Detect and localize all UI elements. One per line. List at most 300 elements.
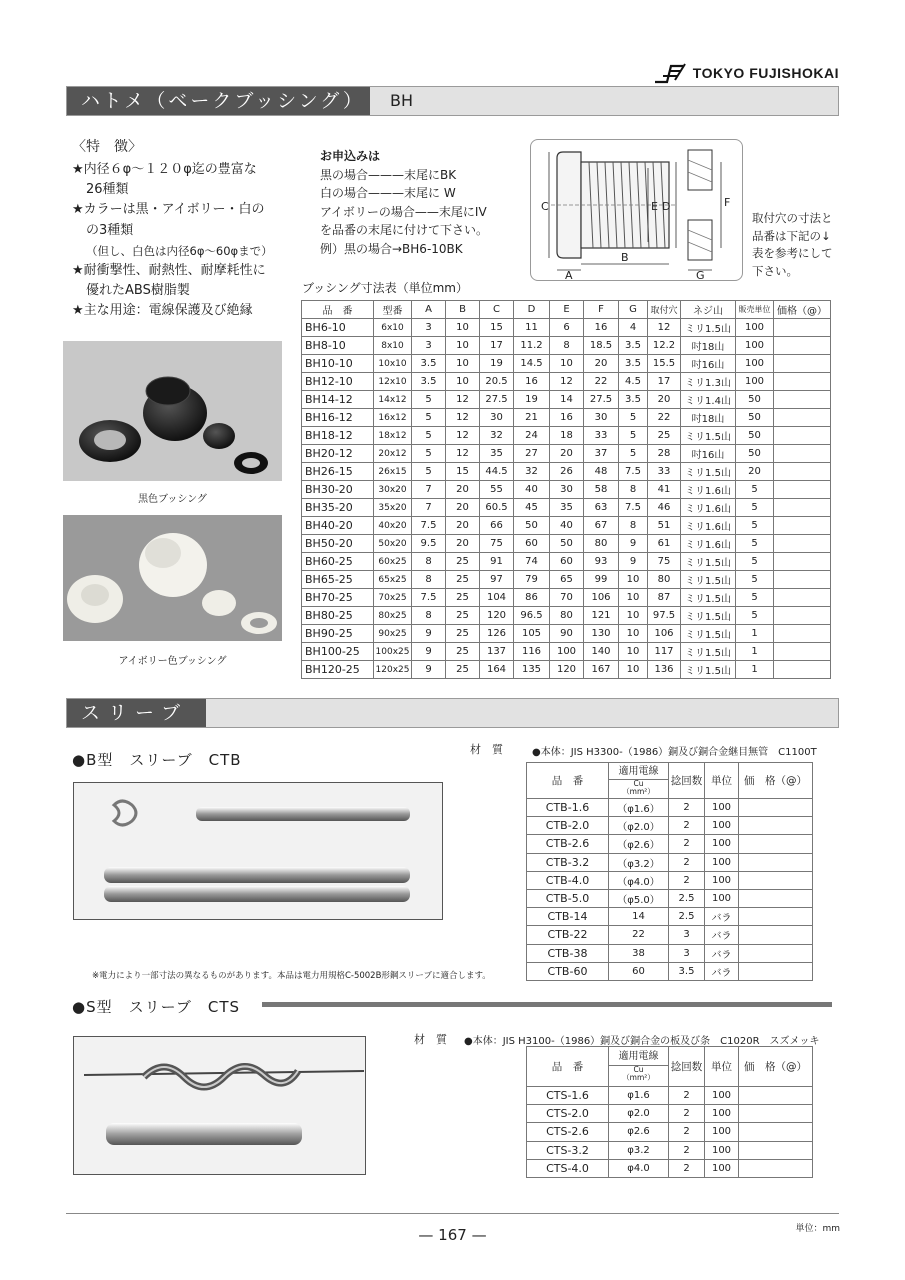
- wire-subheader: [609, 779, 668, 796]
- table-cell: [739, 1141, 813, 1159]
- diagram-label-b: B: [621, 251, 629, 264]
- table-cell: 22: [648, 409, 681, 427]
- table-cell: 60: [514, 535, 550, 553]
- table-cell: [774, 661, 831, 679]
- table-cell: 26: [550, 463, 584, 481]
- feature-line: （但し、白色は内径6φ～60φまで）: [86, 243, 273, 258]
- table-cell: [774, 499, 831, 517]
- table-cell: 5: [736, 589, 774, 607]
- table-cell: 126: [480, 625, 514, 643]
- col-header: 単位: [705, 763, 739, 799]
- table-cell: 100: [705, 1141, 739, 1159]
- table-cell: 60: [550, 553, 584, 571]
- table-cell: [774, 607, 831, 625]
- table-cell: 20: [584, 355, 619, 373]
- table-cell: 20: [446, 481, 480, 499]
- table-cell: 100: [736, 373, 774, 391]
- table-cell: 35: [550, 499, 584, 517]
- table-cell: 8: [412, 571, 446, 589]
- table-cell: BH10-10: [302, 355, 374, 373]
- diagram-note-line: 表を参考にして: [752, 246, 833, 260]
- table-cell: 28: [648, 445, 681, 463]
- table-cell: 97.5: [648, 607, 681, 625]
- table-cell: ミリ1.5山: [681, 427, 736, 445]
- table-cell: 100: [736, 319, 774, 337]
- table-cell: 40: [550, 517, 584, 535]
- table-cell: 50: [514, 517, 550, 535]
- table-cell: 80: [648, 571, 681, 589]
- table-cell: 5: [412, 427, 446, 445]
- table-cell: BH120-25: [302, 661, 374, 679]
- col-header: D: [514, 301, 550, 319]
- table-cell: 5: [736, 535, 774, 553]
- table-cell: 3.5: [619, 355, 648, 373]
- table-cell: 9.5: [412, 535, 446, 553]
- black-bushing-photo: [63, 341, 282, 481]
- table-cell: 10: [446, 355, 480, 373]
- bushing-table-title: ブッシング寸法表（単位mm）: [302, 281, 468, 295]
- table-cell: 12: [446, 391, 480, 409]
- table-cell: 6x10: [374, 319, 412, 337]
- table-cell: 2: [669, 871, 705, 889]
- table-cell: 100: [705, 889, 739, 907]
- ivory-bushing-illustration: [63, 515, 282, 641]
- table-cell: 105: [514, 625, 550, 643]
- col-header: 価 格（@）: [739, 1047, 813, 1087]
- table-cell: （φ5.0）: [609, 889, 669, 907]
- table-cell: 25: [446, 625, 480, 643]
- table-cell: バラ: [705, 908, 739, 926]
- col-header: F: [584, 301, 619, 319]
- table-row: [302, 517, 831, 535]
- bushing-section-title: ハトメ（ベークブッシング）: [67, 87, 370, 115]
- table-cell: 65: [550, 571, 584, 589]
- table-cell: [739, 962, 813, 980]
- table-cell: 9: [412, 643, 446, 661]
- feature-line: の3種類: [86, 222, 134, 238]
- table-cell: 7.5: [412, 589, 446, 607]
- table-cell: 61: [648, 535, 681, 553]
- table-cell: φ1.6: [609, 1087, 669, 1105]
- table-cell: 106: [584, 589, 619, 607]
- col-header: 捻回数: [669, 763, 705, 799]
- table-cell: ミリ1.5山: [681, 319, 736, 337]
- table-cell: [774, 571, 831, 589]
- table-row: [302, 445, 831, 463]
- table-cell: BH35-20: [302, 499, 374, 517]
- table-cell: 100: [705, 853, 739, 871]
- table-cell: BH18-12: [302, 427, 374, 445]
- table-cell: 12: [648, 319, 681, 337]
- col-header: 単位: [705, 1047, 739, 1087]
- table-cell: 15.5: [648, 355, 681, 373]
- table-cell: 5: [736, 571, 774, 589]
- table-cell: 3: [669, 926, 705, 944]
- table-cell: バラ: [705, 944, 739, 962]
- wire-subheader: [609, 1065, 668, 1082]
- wire-header: 適用電線: [618, 765, 659, 777]
- table-cell: BH14-12: [302, 391, 374, 409]
- table-cell: 25: [446, 553, 480, 571]
- table-cell: 5: [412, 391, 446, 409]
- table-cell: 167: [584, 661, 619, 679]
- table-cell: CTB-22: [527, 926, 609, 944]
- table-cell: φ2.0: [609, 1105, 669, 1123]
- table-cell: 7.5: [619, 499, 648, 517]
- table-cell: 63: [584, 499, 619, 517]
- table-cell: CTB-5.0: [527, 889, 609, 907]
- table-cell: 41: [648, 481, 681, 499]
- ivory-bushing-photo: [63, 515, 282, 641]
- table-cell: 32: [514, 463, 550, 481]
- table-cell: CTS-3.2: [527, 1141, 609, 1159]
- table-header-row: [527, 1047, 813, 1087]
- table-cell: 60x25: [374, 553, 412, 571]
- table-cell: 1: [736, 661, 774, 679]
- table-cell: 3.5: [619, 391, 648, 409]
- table-row: [302, 553, 831, 571]
- table-cell: 15: [446, 463, 480, 481]
- table-cell: 吋16山: [681, 445, 736, 463]
- table-cell: 2: [669, 853, 705, 871]
- table-cell: 50: [736, 409, 774, 427]
- table-cell: BH30-20: [302, 481, 374, 499]
- col-header: 価 格（@）: [739, 763, 813, 799]
- ctb-material-label: 材 質: [470, 743, 503, 756]
- table-cell: BH100-25: [302, 643, 374, 661]
- table-cell: 吋18山: [681, 409, 736, 427]
- table-cell: [774, 445, 831, 463]
- table-cell: 50: [736, 427, 774, 445]
- col-header: 価格（@）: [774, 301, 831, 319]
- table-cell: 100: [705, 835, 739, 853]
- table-cell: BH90-25: [302, 625, 374, 643]
- col-header: 品 番: [527, 763, 609, 799]
- table-cell: [774, 589, 831, 607]
- table-cell: 22: [584, 373, 619, 391]
- table-cell: 3: [412, 337, 446, 355]
- table-row: [527, 799, 813, 817]
- table-cell: 90: [550, 625, 584, 643]
- table-cell: 50: [736, 391, 774, 409]
- features-list: [72, 160, 292, 322]
- table-cell: 91: [480, 553, 514, 571]
- diagram-note: [752, 210, 842, 280]
- table-cell: 25: [446, 571, 480, 589]
- ivory-bushing-caption: アイボリー色ブッシング: [118, 656, 227, 667]
- bushing-dimension-table: [301, 300, 831, 679]
- table-row: [302, 373, 831, 391]
- table-cell: 100: [705, 1123, 739, 1141]
- table-row: [302, 427, 831, 445]
- table-cell: [774, 319, 831, 337]
- table-cell: 25: [446, 661, 480, 679]
- table-row: [302, 535, 831, 553]
- col-header-wire: [609, 763, 669, 799]
- table-cell: 35: [480, 445, 514, 463]
- table-cell: 20.5: [480, 373, 514, 391]
- table-cell: 86: [514, 589, 550, 607]
- table-cell: 5: [736, 607, 774, 625]
- table-cell: 16: [550, 409, 584, 427]
- table-cell: BH80-25: [302, 607, 374, 625]
- table-cell: 120x25: [374, 661, 412, 679]
- table-cell: 10: [619, 625, 648, 643]
- table-cell: [739, 853, 813, 871]
- table-cell: 吋16山: [681, 355, 736, 373]
- table-cell: 5: [619, 445, 648, 463]
- table-cell: CTB-14: [527, 908, 609, 926]
- table-cell: 44.5: [480, 463, 514, 481]
- table-cell: 121: [584, 607, 619, 625]
- cts-table: [526, 1046, 813, 1178]
- table-cell: 14x12: [374, 391, 412, 409]
- table-cell: 136: [648, 661, 681, 679]
- table-cell: 1: [736, 625, 774, 643]
- ctb-note: ※電力により一部寸法の異なるものがあります。本品は電力用規格C-5002B形鋼スリーブに適合します。: [92, 971, 491, 981]
- table-cell: [739, 871, 813, 889]
- table-cell: 7: [412, 481, 446, 499]
- table-cell: φ3.2: [609, 1141, 669, 1159]
- bushing-section-header: [66, 86, 839, 116]
- table-cell: 5: [619, 409, 648, 427]
- table-cell: 25: [648, 427, 681, 445]
- page-number: — 167 —: [418, 1226, 487, 1244]
- table-cell: 3.5: [412, 373, 446, 391]
- table-cell: 100: [736, 355, 774, 373]
- table-row: [302, 625, 831, 643]
- table-cell: 164: [480, 661, 514, 679]
- table-cell: 32: [480, 427, 514, 445]
- table-cell: 117: [648, 643, 681, 661]
- table-cell: 5: [736, 517, 774, 535]
- diagram-label-a: A: [565, 269, 573, 280]
- table-row: [302, 391, 831, 409]
- table-cell: [739, 889, 813, 907]
- table-cell: 12: [446, 427, 480, 445]
- table-row: [302, 463, 831, 481]
- table-cell: 10: [446, 337, 480, 355]
- table-cell: 100: [705, 1105, 739, 1123]
- table-cell: ミリ1.6山: [681, 481, 736, 499]
- table-cell: [774, 481, 831, 499]
- table-cell: [774, 625, 831, 643]
- table-cell: [774, 355, 831, 373]
- table-cell: 100x25: [374, 643, 412, 661]
- table-cell: 27: [514, 445, 550, 463]
- table-cell: 10x10: [374, 355, 412, 373]
- table-cell: 18: [550, 427, 584, 445]
- table-cell: BH12-10: [302, 373, 374, 391]
- table-cell: [774, 427, 831, 445]
- table-cell: 4.5: [619, 373, 648, 391]
- table-cell: 74: [514, 553, 550, 571]
- table-cell: 8: [619, 517, 648, 535]
- feature-line: ★カラーは黒・アイボリー・白の: [72, 202, 265, 218]
- feature-line: 優れたABS樹脂製: [86, 283, 190, 299]
- table-cell: 80: [584, 535, 619, 553]
- table-cell: 25: [446, 589, 480, 607]
- table-cell: BH6-10: [302, 319, 374, 337]
- table-cell: 6: [550, 319, 584, 337]
- table-cell: 27.5: [480, 391, 514, 409]
- table-cell: [739, 1123, 813, 1141]
- table-cell: ミリ1.6山: [681, 535, 736, 553]
- table-cell: 4: [619, 319, 648, 337]
- table-cell: 10: [619, 643, 648, 661]
- table-cell: 7.5: [619, 463, 648, 481]
- table-cell: 3.5: [619, 337, 648, 355]
- table-cell: φ2.6: [609, 1123, 669, 1141]
- table-row: [527, 944, 813, 962]
- table-header-row: [527, 763, 813, 799]
- table-cell: 3.5: [412, 355, 446, 373]
- table-cell: 70: [550, 589, 584, 607]
- table-cell: ミリ1.5山: [681, 661, 736, 679]
- sleeve-section-title: スリーブ: [67, 699, 206, 727]
- table-cell: 55: [480, 481, 514, 499]
- col-header: G: [619, 301, 648, 319]
- cu-label: Cu: [633, 778, 644, 788]
- table-cell: 15: [480, 319, 514, 337]
- table-cell: 70x25: [374, 589, 412, 607]
- table-cell: 8: [412, 553, 446, 571]
- order-notes-title: お申込みは: [320, 149, 381, 163]
- table-cell: 30: [480, 409, 514, 427]
- col-header: 取付穴: [648, 301, 681, 319]
- order-note-line: アイボリーの場合——末尾にIV: [320, 204, 487, 219]
- table-cell: 2: [669, 799, 705, 817]
- table-cell: 17: [648, 373, 681, 391]
- table-cell: （φ2.6）: [609, 835, 669, 853]
- table-cell: 40x20: [374, 517, 412, 535]
- table-cell: 2: [669, 1159, 705, 1177]
- table-cell: 22: [609, 926, 669, 944]
- table-cell: 100: [705, 871, 739, 889]
- table-cell: 33: [648, 463, 681, 481]
- table-cell: BH65-25: [302, 571, 374, 589]
- order-notes: [320, 147, 505, 258]
- feature-line: ★内径６φ～１２０φ迄の豊富な: [72, 162, 257, 177]
- table-cell: BH16-12: [302, 409, 374, 427]
- table-cell: 5: [412, 409, 446, 427]
- cts-table-body: [527, 1087, 813, 1178]
- table-cell: 51: [648, 517, 681, 535]
- order-note-line: 黒の場合———末尾にBK: [320, 167, 457, 182]
- table-cell: 吋18山: [681, 337, 736, 355]
- table-cell: [739, 908, 813, 926]
- table-cell: 140: [584, 643, 619, 661]
- table-cell: 14: [550, 391, 584, 409]
- mm2-label: （mm²）: [622, 1073, 655, 1082]
- table-cell: 135: [514, 661, 550, 679]
- table-cell: 10: [619, 607, 648, 625]
- table-cell: [774, 517, 831, 535]
- table-cell: 104: [480, 589, 514, 607]
- table-row: [302, 499, 831, 517]
- table-cell: 14: [609, 908, 669, 926]
- diagram-note-line: 取付穴の寸法と: [752, 211, 833, 225]
- table-cell: 30x20: [374, 481, 412, 499]
- table-cell: 45: [514, 499, 550, 517]
- table-cell: ミリ1.5山: [681, 589, 736, 607]
- table-cell: 50x20: [374, 535, 412, 553]
- diagram-label-c: C: [541, 200, 549, 213]
- table-cell: 26x15: [374, 463, 412, 481]
- table-cell: 2: [669, 1141, 705, 1159]
- wire-header: 適用電線: [618, 1051, 659, 1062]
- table-cell: 33: [584, 427, 619, 445]
- table-cell: ミリ1.5山: [681, 625, 736, 643]
- table-cell: 14.5: [514, 355, 550, 373]
- table-row: [527, 817, 813, 835]
- table-cell: 100: [705, 1159, 739, 1177]
- sleeve-section-header: [66, 698, 839, 728]
- table-cell: 5: [412, 463, 446, 481]
- table-cell: 20: [446, 535, 480, 553]
- col-header: B: [446, 301, 480, 319]
- table-cell: 5: [736, 499, 774, 517]
- table-cell: 12: [446, 409, 480, 427]
- table-cell: 67: [584, 517, 619, 535]
- table-cell: 66: [480, 517, 514, 535]
- table-cell: 10: [446, 319, 480, 337]
- table-cell: 24: [514, 427, 550, 445]
- diagram-label-f: F: [724, 196, 731, 209]
- order-note-line: 白の場合———末尾に W: [320, 186, 456, 200]
- table-cell: 21: [514, 409, 550, 427]
- table-row: [302, 571, 831, 589]
- table-cell: ミリ1.5山: [681, 463, 736, 481]
- table-row: [302, 661, 831, 679]
- ctb-table: [526, 762, 813, 981]
- table-cell: [774, 535, 831, 553]
- table-cell: 2.5: [669, 908, 705, 926]
- features-heading: 〈特 徴〉: [72, 139, 142, 155]
- table-row: [527, 926, 813, 944]
- col-header: 販売単位: [736, 301, 774, 319]
- table-cell: 2: [669, 817, 705, 835]
- cts-material-label: 材 質: [414, 1033, 447, 1046]
- table-cell: 3.5: [669, 962, 705, 980]
- table-row: [527, 889, 813, 907]
- table-cell: 100: [705, 1087, 739, 1105]
- table-cell: 2: [669, 835, 705, 853]
- table-cell: 10: [619, 589, 648, 607]
- table-cell: BH60-25: [302, 553, 374, 571]
- table-cell: BH26-15: [302, 463, 374, 481]
- table-cell: [774, 409, 831, 427]
- ctb-material-text: ●本体：JIS H3300-（1986）銅及び銅合金継目無管 C1100T: [532, 747, 817, 758]
- footer-divider: [66, 1213, 839, 1214]
- table-cell: 40: [514, 481, 550, 499]
- table-cell: ミリ1.5山: [681, 571, 736, 589]
- table-cell: 5: [736, 481, 774, 499]
- feature-line: ★主な用途：電線保護及び絶縁: [72, 303, 253, 319]
- table-cell: 10: [446, 373, 480, 391]
- table-cell: 99: [584, 571, 619, 589]
- table-cell: φ4.0: [609, 1159, 669, 1177]
- table-cell: 7: [412, 499, 446, 517]
- table-cell: 9: [619, 535, 648, 553]
- bushing-section-code: BH: [390, 91, 414, 110]
- table-cell: 2: [669, 1105, 705, 1123]
- table-cell: ミリ1.3山: [681, 373, 736, 391]
- table-row: [302, 481, 831, 499]
- table-cell: 17: [480, 337, 514, 355]
- table-row: [527, 962, 813, 980]
- table-cell: 75: [648, 553, 681, 571]
